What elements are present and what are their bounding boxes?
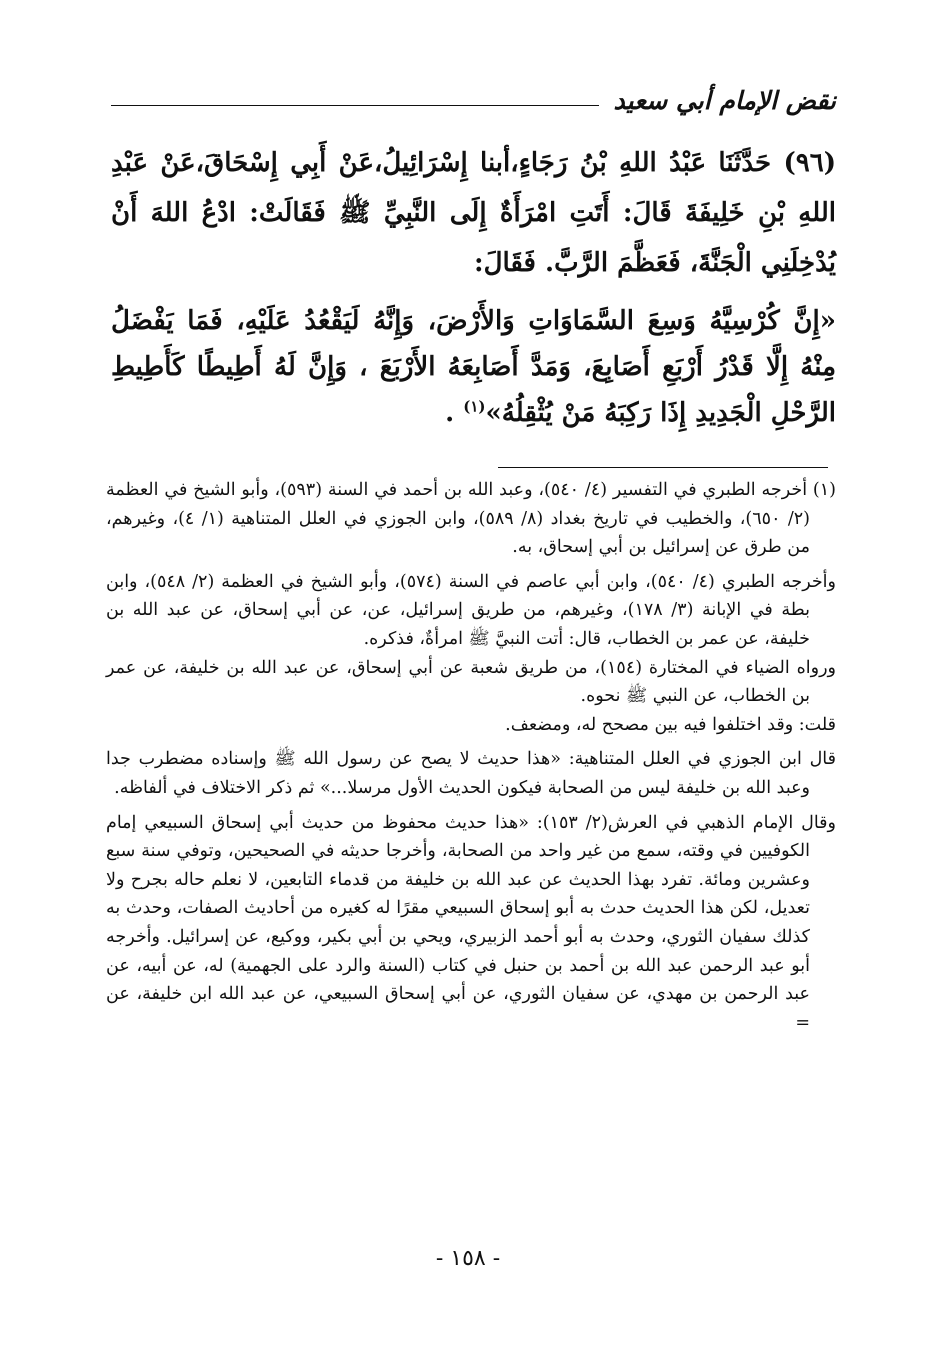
footnote-paragraph: وقال الإمام الذهبي في العرش(٢/ ١٥٣): «هذا حديث محفوظ من حديث أبي إسحاق السبيعي إمام الكوفيين في وقته، سمع من غير واحد من الصحابة، وأخرجا حديثه في الصحيحين، وتوفي سنة سبع وعشرين ومائة. تفرد بهذا الحديث عن عبد الله بن خليفة من قدماء التابعين، لا نعلم حاله بجرح ولا تعديل، لكن هذا الحديث حدث به أبو إسحاق السبيعي مقرًا له كغيره من أحاديث الصفات، وحدث به كذلك سفيان الثوري، وحدث به أبو أحمد الزبيري، ويحي بن أبي بكير، ووكيع، عن إسرائيل. وأخرجه أبو عبد الرحمن عبد الله بن أحمد بن حنبل في كتاب (السنة والرد على الجهمية) له، عن أبيه، عن عبد الرحمن بن مهدي، عن سفيان الثوري، عن أبي إسحاق السبيعي، عن عبد الله ابن خليفة، عن =	[106, 812, 836, 1033]
footnote-paragraph: ورواه الضياء في المختارة (١٥٤)، من طريق شعبة عن أبي إسحاق، عن عبد الله بن خليفة، عن عمر بن الخطاب، عن النبي ﷺ نحوه.	[106, 657, 836, 707]
running-title: نقض الإمام أبي سعيد	[613, 86, 836, 115]
footnotes	[106, 476, 836, 1037]
header-rule	[111, 105, 599, 106]
hadith-matn	[111, 298, 836, 436]
footnote-reference: (١)	[463, 397, 486, 416]
footnote-paragraph: وأخرجه الطبري (٤/ ٥٤٠)، وابن أبي عاصم في السنة (٥٧٤)، وأبو الشيخ في العظمة (٢/ ٥٤٨)، وابن بطة في الإبانة (٣/ ١٧٨)، وغيرهم، من طريق إسرائيل، عن، عن أبي إسحاق، عن عبد الله بن خليفة، عن عمر بن الخطاب، قال: أتت النبيَّ ﷺ امرأةٌ، فذكره.	[106, 571, 836, 649]
end-mark: .	[445, 398, 455, 428]
running-header	[111, 84, 836, 122]
hadith-text	[111, 138, 836, 436]
footnote-1: (١) أخرجه الطبري في التفسير (٤/ ٥٤٠)، وعبد الله بن أحمد في السنة (٥٩٣)، وأبو الشيخ في العظمة (٢/ ٦٥٠)، والخطيب في تاريخ بغداد (٨/ ٥٨٩)، وابن الجوزي في العلل المتناهية (١/ ٤)، وغيرهم، من طرق عن إسرائيل بن أبي إسحاق، به.	[106, 480, 836, 558]
footnote-paragraph: قال ابن الجوزي في العلل المتناهية: «هذا حديث لا يصح عن رسول الله ﷺ وإسناده مضطرب جدا وعبد الله بن خليفة ليس من الصحابة فيكون الحديث الأول مرسلا...» ثم ذكر الاختلاف في ألفاظه.	[106, 749, 836, 798]
footnote-separator	[498, 467, 828, 468]
footnote-paragraph: قلت: وقد اختلفوا فيه بين مصحح له، ومضعف.	[505, 714, 836, 735]
hadith-isnad: (٩٦) حَدَّثَنَا عَبْدُ اللهِ بْنُ رَجَاءٍ،أبنا إِسْرَائِيلُ،عَنْ أَبِي إِسْحَاقَ،عَنْ عَبْدِ اللهِ بْنِ خَلِيفَةَ قَالَ: أَتَتِ امْرَأَةٌ إِلَى النَّبِيِّ ﷺ فَقَالَتْ: ادْعُ اللهَ أَنْ يُدْخِلَنِي الْجَنَّةَ، فَعَظَّمَ الرَّبَّ. فَقَالَ:	[111, 148, 836, 278]
hadith-matn-text: «إِنَّ كُرْسِيَّهُ وَسِعَ السَّمَاوَاتِ وَالأَرْضَ، وَإِنَّهُ لَيَقْعُدُ عَلَيْهِ، فَمَا يَفْضَلُ مِنْهُ إِلَّا قَدْرُ أَرْبَعِ أَصَابِعَ، وَمَدَّ أَصَابِعَهُ الأَرْبَعَ ، وَإِنَّ لَهُ أَطِيطًا كَأَطِيطِ الرَّحْلِ الْجَدِيدِ إِذَا رَكِبَهُ مَنْ يُثْقِلُهُ»	[111, 306, 836, 428]
page-number: - ١٥٨ -	[435, 1246, 501, 1271]
